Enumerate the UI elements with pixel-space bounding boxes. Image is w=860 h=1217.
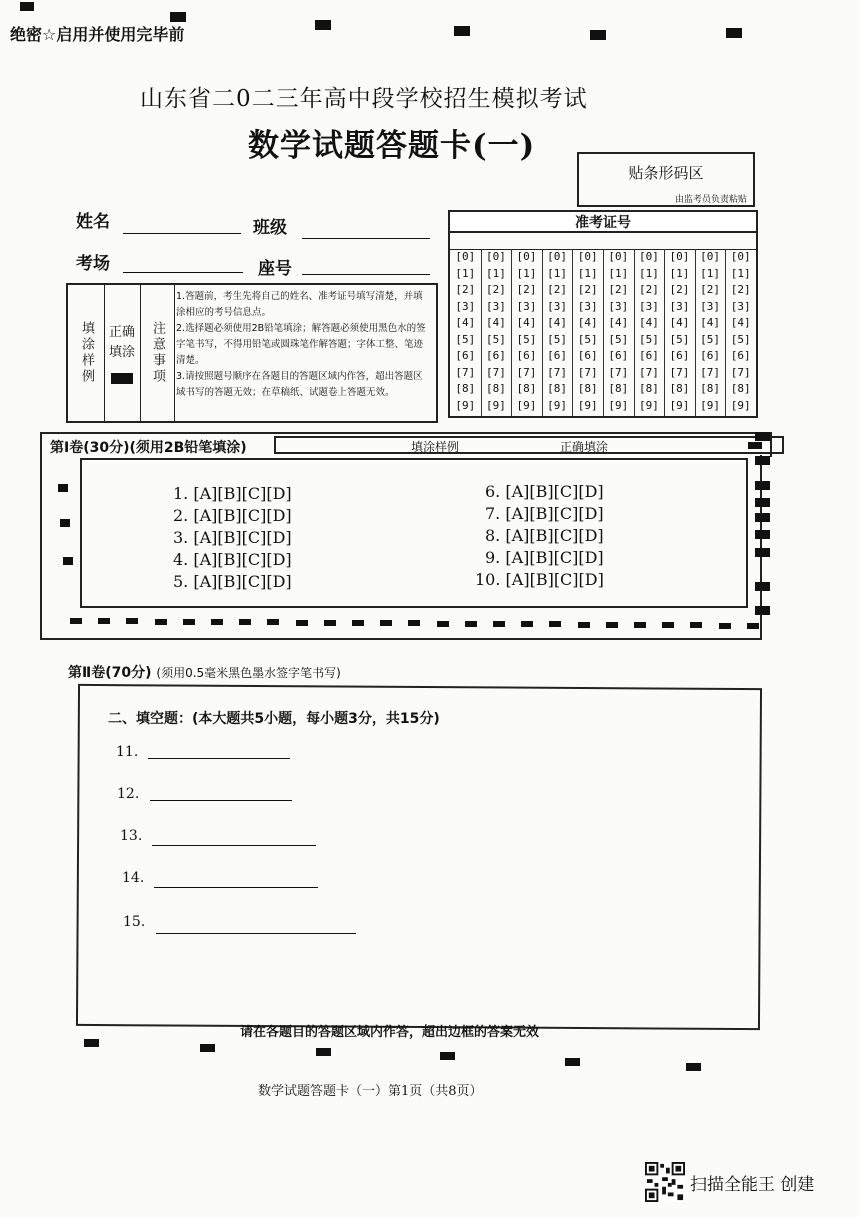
- exam-id-bubble[interactable]: [1]: [547, 266, 568, 280]
- timing-mark: [755, 530, 770, 539]
- exam-id-bubble[interactable]: [6]: [516, 349, 537, 362]
- room-line[interactable]: [123, 272, 243, 273]
- mc-question-2[interactable]: 2. [A][B][C][D]: [173, 506, 292, 525]
- mc-question-5[interactable]: 5. [A][B][C][D]: [173, 572, 292, 591]
- exam-id-bubble[interactable]: [9]: [547, 398, 568, 412]
- exam-id-bubble[interactable]: [0]: [577, 250, 598, 263]
- exam-id-bubble[interactable]: [9]: [577, 398, 598, 412]
- exam-id-bubble[interactable]: [9]: [730, 398, 751, 412]
- timing-mark: [755, 606, 770, 615]
- exam-id-bubble[interactable]: [0]: [638, 250, 659, 263]
- exam-id-column: [695, 249, 727, 416]
- exam-id-bubble[interactable]: [6]: [547, 349, 568, 362]
- exam-id-bubble[interactable]: [9]: [485, 398, 506, 412]
- exam-id-bubble[interactable]: [9]: [455, 398, 476, 412]
- exam-id-bubble[interactable]: [4]: [577, 316, 598, 329]
- exam-id-bubble[interactable]: [8]: [608, 382, 629, 395]
- exam-id-bubble[interactable]: [7]: [669, 365, 690, 379]
- timing-mark: [755, 432, 770, 441]
- timing-mark: [454, 26, 470, 36]
- part1-sample-label: 填涂样例: [411, 440, 460, 454]
- mc-question-8[interactable]: 8. [A][B][C][D]: [485, 526, 604, 545]
- filled-bubble-sample: [111, 373, 133, 384]
- exam-id-bubble[interactable]: [2]: [638, 283, 659, 296]
- name-line[interactable]: [123, 233, 241, 234]
- timing-mark: [747, 623, 759, 629]
- correct-fill-label: 正确填涂: [108, 324, 135, 360]
- answer-line-12[interactable]: [150, 800, 292, 801]
- timing-mark: [634, 622, 646, 628]
- exam-id-bubble[interactable]: [6]: [485, 349, 506, 362]
- exam-id-bubble[interactable]: [4]: [485, 316, 506, 329]
- timing-mark: [267, 619, 279, 625]
- seat-label: 座号: [258, 259, 292, 279]
- mc-question-6[interactable]: 6. [A][B][C][D]: [485, 482, 604, 501]
- exam-id-bubble[interactable]: [4]: [730, 316, 751, 329]
- fill-sample-column: [68, 285, 105, 421]
- confidential-label: 绝密☆启用并使用完毕前: [10, 25, 185, 44]
- room-label: 考场: [76, 254, 110, 274]
- timing-mark: [755, 548, 770, 557]
- notice-item: 3.请按照题号顺序在各题目的答题区域内作答，超出答题区域书写的答题无效；在草稿纸、试题卷上答题无效。: [176, 371, 423, 398]
- timing-mark: [126, 618, 138, 624]
- exam-title: 山东省二0二三年高中段学校招生模拟考试: [140, 86, 588, 112]
- exam-id-bubble[interactable]: [5]: [547, 332, 568, 346]
- fill-in-answer-area: [76, 684, 762, 1030]
- exam-id-bubble[interactable]: [3]: [547, 299, 568, 313]
- exam-id-bubble[interactable]: [4]: [700, 316, 721, 329]
- exam-id-bubble[interactable]: [7]: [608, 365, 629, 379]
- answer-line-11[interactable]: [148, 758, 290, 759]
- mc-question-3[interactable]: 3. [A][B][C][D]: [173, 528, 292, 547]
- timing-mark: [63, 557, 73, 565]
- exam-id-bubble[interactable]: [4]: [516, 316, 537, 329]
- scanner-watermark: 扫描全能王 创建: [690, 1175, 815, 1195]
- exam-id-bubble[interactable]: [2]: [730, 283, 751, 296]
- name-label: 姓名: [76, 212, 110, 232]
- exam-id-bubble[interactable]: [7]: [730, 365, 751, 379]
- exam-id-bubble[interactable]: [8]: [577, 382, 598, 395]
- exam-id-bubble[interactable]: [0]: [730, 250, 751, 263]
- mc-question-9[interactable]: 9. [A][B][C][D]: [485, 548, 604, 567]
- notice-label-column: [140, 285, 175, 421]
- exam-id-bubble[interactable]: [5]: [485, 332, 506, 346]
- exam-id-bubble[interactable]: [4]: [547, 316, 568, 329]
- timing-mark: [690, 622, 702, 628]
- timing-mark: [316, 1048, 331, 1056]
- exam-id-bubble[interactable]: [1]: [485, 266, 506, 280]
- timing-mark: [719, 623, 731, 629]
- card-title: 数学试题答题卡(一): [248, 128, 536, 164]
- notice-box: [66, 283, 438, 423]
- answer-area-warning: 请在各题目的答题区域内作答，超出边框的答案无效: [240, 1025, 540, 1040]
- exam-id-bubble[interactable]: [8]: [669, 382, 690, 395]
- fill-sample-label: 填涂样例: [79, 321, 94, 385]
- exam-id-column: [664, 249, 696, 416]
- part2-title-main: 第Ⅱ卷(70分): [68, 665, 152, 681]
- part2-title: [68, 662, 341, 682]
- exam-id-bubble[interactable]: [2]: [547, 283, 568, 296]
- timing-mark: [465, 621, 477, 627]
- exam-id-bubble[interactable]: [5]: [577, 332, 598, 346]
- exam-id-bubble[interactable]: [4]: [455, 316, 476, 329]
- exam-id-column: [725, 249, 756, 416]
- exam-id-bubble[interactable]: [0]: [547, 250, 568, 263]
- timing-mark: [437, 621, 449, 627]
- timing-mark: [755, 456, 770, 465]
- exam-id-column: [450, 249, 482, 416]
- part1-title: 第Ⅰ卷(30分)(须用2B铅笔填涂): [50, 440, 247, 456]
- exam-id-bubble[interactable]: [1]: [669, 266, 690, 280]
- answer-line-13[interactable]: [152, 845, 316, 846]
- question-13-number: 13.: [120, 828, 143, 844]
- exam-id-bubble[interactable]: [7]: [638, 365, 659, 379]
- timing-mark: [686, 1063, 701, 1071]
- exam-id-column: [481, 249, 513, 416]
- exam-id-bubble[interactable]: [2]: [608, 283, 629, 296]
- exam-id-bubble[interactable]: [3]: [455, 299, 476, 313]
- timing-mark: [239, 619, 251, 625]
- exam-id-bubble[interactable]: [2]: [577, 283, 598, 296]
- exam-id-bubble[interactable]: [7]: [516, 365, 537, 379]
- part1-fill-sample: [274, 436, 784, 454]
- exam-id-bubble[interactable]: [5]: [455, 332, 476, 346]
- fill-in-heading: 二、填空题：(本大题共5小题，每小题3分，共15分): [108, 711, 440, 727]
- exam-id-column: [542, 249, 574, 416]
- exam-id-bubble[interactable]: [5]: [516, 332, 537, 346]
- exam-id-bubble[interactable]: [3]: [669, 299, 690, 313]
- timing-mark: [380, 620, 392, 626]
- exam-id-bubble[interactable]: [8]: [516, 382, 537, 395]
- barcode-note: 由监考员负责粘贴: [674, 195, 747, 205]
- exam-id-bubble[interactable]: [5]: [608, 332, 629, 346]
- exam-id-bubble[interactable]: [0]: [700, 250, 721, 263]
- exam-id-bubble[interactable]: [3]: [608, 299, 629, 313]
- class-label: 班级: [253, 218, 287, 238]
- exam-id-column: [603, 249, 635, 416]
- exam-id-column: [634, 249, 666, 416]
- exam-id-title: 准考证号: [450, 212, 756, 233]
- exam-id-bubble[interactable]: [6]: [608, 349, 629, 362]
- timing-mark: [98, 618, 110, 624]
- timing-mark: [155, 619, 167, 625]
- exam-id-column: [511, 249, 543, 416]
- timing-mark: [662, 622, 674, 628]
- exam-id-bubble[interactable]: [8]: [730, 382, 751, 395]
- barcode-title: 贴条形码区: [628, 164, 704, 182]
- exam-id-bubble[interactable]: [9]: [669, 398, 690, 412]
- exam-id-bubble[interactable]: [7]: [455, 365, 476, 379]
- timing-mark: [315, 20, 331, 30]
- exam-id-bubble[interactable]: [5]: [669, 332, 690, 346]
- exam-id-column: [572, 249, 604, 416]
- exam-id-bubble[interactable]: [1]: [577, 266, 598, 280]
- timing-mark: [521, 621, 533, 627]
- exam-id-bubble[interactable]: [8]: [485, 382, 506, 395]
- exam-id-bubble[interactable]: [3]: [577, 299, 598, 313]
- exam-id-bubble[interactable]: [4]: [608, 316, 629, 329]
- exam-id-bubble[interactable]: [0]: [608, 250, 629, 263]
- timing-mark: [200, 1044, 215, 1052]
- mc-question-1[interactable]: 1. [A][B][C][D]: [173, 484, 292, 503]
- exam-id-grid: [448, 210, 758, 418]
- exam-id-bubble[interactable]: [6]: [669, 349, 690, 362]
- exam-id-bubble[interactable]: [3]: [700, 299, 721, 313]
- class-line[interactable]: [302, 238, 430, 239]
- question-14-number: 14.: [122, 870, 145, 886]
- timing-mark: [755, 513, 770, 522]
- exam-id-bubble[interactable]: [5]: [730, 332, 751, 346]
- exam-id-bubble[interactable]: [6]: [455, 349, 476, 362]
- exam-id-bubble[interactable]: [1]: [516, 266, 537, 280]
- exam-id-bubble[interactable]: [3]: [730, 299, 751, 313]
- exam-id-bubble[interactable]: [7]: [577, 365, 598, 379]
- timing-mark: [440, 1052, 455, 1060]
- exam-id-bubble[interactable]: [4]: [638, 316, 659, 329]
- seat-line[interactable]: [302, 274, 430, 275]
- exam-id-bubble[interactable]: [8]: [547, 382, 568, 395]
- exam-id-bubble[interactable]: [2]: [669, 283, 690, 296]
- timing-mark: [726, 28, 742, 38]
- timing-mark: [493, 621, 505, 627]
- exam-id-bubble[interactable]: [2]: [700, 283, 721, 296]
- timing-mark: [565, 1058, 580, 1066]
- exam-id-bubble[interactable]: [4]: [669, 316, 690, 329]
- exam-id-bubble[interactable]: [5]: [700, 332, 721, 346]
- exam-id-bubble[interactable]: [8]: [638, 382, 659, 395]
- timing-mark: [324, 620, 336, 626]
- exam-id-bubble[interactable]: [1]: [730, 266, 751, 280]
- question-12-number: 12.: [117, 786, 140, 802]
- timing-mark: [578, 622, 590, 628]
- page-footer: 数学试题答题卡（一）第1页（共8页）: [258, 1084, 483, 1099]
- timing-mark: [296, 620, 308, 626]
- exam-id-bubble[interactable]: [9]: [516, 398, 537, 412]
- timing-mark: [755, 498, 770, 507]
- barcode-area: [577, 152, 755, 207]
- exam-id-bubble[interactable]: [7]: [485, 365, 506, 379]
- notice-text: [176, 289, 432, 401]
- correct-fill-column: [104, 285, 141, 421]
- exam-id-bubble[interactable]: [1]: [455, 266, 476, 280]
- part1-sample-correct: 正确填涂: [560, 440, 609, 454]
- part2-subtitle: (须用0.5毫米黑色墨水签字笔书写): [156, 666, 341, 680]
- timing-mark: [20, 2, 34, 11]
- exam-id-bubble[interactable]: [2]: [485, 283, 506, 296]
- exam-id-bubble[interactable]: [5]: [638, 332, 659, 346]
- timing-mark: [590, 30, 606, 40]
- qr-code-icon: [644, 1162, 686, 1202]
- exam-id-bubble[interactable]: [0]: [455, 250, 476, 263]
- notice-item: 1.答题前，考生先将自己的姓名、准考证号填写清楚，并填涂相应的考号信息点。: [176, 291, 423, 318]
- exam-id-bubble[interactable]: [0]: [516, 250, 537, 263]
- exam-id-bubble[interactable]: [6]: [577, 349, 598, 362]
- timing-mark: [183, 619, 195, 625]
- filled-bubble-sample: [748, 442, 762, 449]
- answer-line-15[interactable]: [156, 933, 356, 934]
- exam-id-bubble[interactable]: [6]: [638, 349, 659, 362]
- timing-mark: [58, 484, 68, 492]
- exam-id-bubble[interactable]: [1]: [700, 266, 721, 280]
- timing-mark: [606, 622, 618, 628]
- answer-line-14[interactable]: [154, 887, 318, 888]
- exam-id-bubble[interactable]: [7]: [547, 365, 568, 379]
- exam-id-bubble[interactable]: [8]: [700, 382, 721, 395]
- timing-mark: [70, 618, 82, 624]
- exam-id-bubble[interactable]: [8]: [455, 382, 476, 395]
- timing-mark: [408, 620, 420, 626]
- exam-id-bubble[interactable]: [9]: [700, 398, 721, 412]
- exam-id-bubble[interactable]: [0]: [485, 250, 506, 263]
- exam-id-write-row[interactable]: [450, 231, 756, 250]
- exam-id-bubble[interactable]: [9]: [608, 398, 629, 412]
- timing-mark: [549, 621, 561, 627]
- exam-id-bubble[interactable]: [7]: [700, 365, 721, 379]
- timing-mark: [755, 481, 770, 490]
- exam-id-bubble[interactable]: [6]: [730, 349, 751, 362]
- exam-id-bubble[interactable]: [1]: [638, 266, 659, 280]
- timing-mark: [60, 519, 70, 527]
- timing-mark: [170, 12, 186, 22]
- multiple-choice-area: [80, 458, 748, 608]
- exam-id-bubble[interactable]: [2]: [455, 283, 476, 296]
- exam-id-bubble[interactable]: [9]: [638, 398, 659, 412]
- timing-mark: [84, 1039, 99, 1047]
- question-15-number: 15.: [123, 914, 146, 930]
- exam-id-bubble[interactable]: [6]: [700, 349, 721, 362]
- part1-header: [40, 432, 772, 457]
- mc-question-7[interactable]: 7. [A][B][C][D]: [485, 504, 604, 523]
- notice-label: 注意事项: [150, 321, 165, 385]
- timing-mark: [211, 619, 223, 625]
- mc-question-10[interactable]: 10. [A][B][C][D]: [475, 570, 604, 589]
- mc-question-4[interactable]: 4. [A][B][C][D]: [173, 550, 292, 569]
- exam-id-bubble[interactable]: [3]: [485, 299, 506, 313]
- exam-id-bubble[interactable]: [1]: [608, 266, 629, 280]
- timing-mark: [352, 620, 364, 626]
- exam-id-bubble[interactable]: [0]: [669, 250, 690, 263]
- timing-mark: [755, 582, 770, 591]
- exam-id-bubble[interactable]: [3]: [516, 299, 537, 313]
- exam-id-bubble[interactable]: [3]: [638, 299, 659, 313]
- exam-id-bubble[interactable]: [2]: [516, 283, 537, 296]
- notice-item: 2.选择题必须使用2B铅笔填涂；解答题必须使用黑色水的签字笔书写，不得用铅笔或圆珠笔作解答题；字体工整、笔迹清楚。: [176, 323, 426, 366]
- question-11-number: 11.: [116, 744, 139, 760]
